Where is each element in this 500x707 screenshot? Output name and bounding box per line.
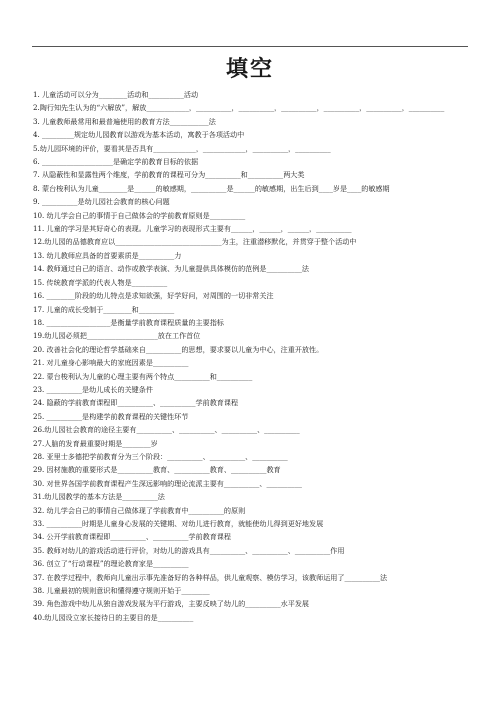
question-24: 24. 隐蔽的学前教育课程即__________、__________学前教育课程	[33, 398, 239, 408]
question-10: 10. 幼儿学会自己的事情于自己做体会的学前教育原则是__________	[33, 210, 246, 220]
question-28: 28. 亚里士多德把学前教育分为三个阶段：__________、__________、__________	[33, 451, 288, 461]
question-15: 15. 传统教育学派的代表人物是__________	[33, 277, 168, 287]
question-18: 18. __________________是衡量学前教育课程质量的主要指标	[33, 317, 224, 327]
question-list	[33, 88, 472, 624]
question-32: 32. 幼儿学会自己的事情自己做体现了学前教育中__________的原则	[33, 505, 246, 515]
page-title: 填空	[225, 56, 274, 82]
question-31: 31.幼儿园教学的基本方法是__________法	[33, 492, 165, 502]
question-20: 20. 改善社会化的理论哲学基础来自__________的思想，要求要以儿童为中心，注重开放性。	[33, 344, 324, 354]
question-39: 39. 角色游戏中幼儿从独自游戏发展为平行游戏，主要反映了幼儿的__________水平发展	[33, 599, 310, 609]
question-33: 33. __________时期是儿童身心发展的关键期、对幼儿进行教育，就能使幼儿得到更好地发展	[33, 519, 324, 528]
question-34: 34. 公开学前教育课程即__________、__________学前教育课程	[33, 532, 231, 542]
question-13: 13. 幼儿教师应具备的首要素质是__________力	[33, 250, 182, 260]
question-30: 30. 对世界各国学前教育课程产生深远影响的理论流派主要有__________、__________	[33, 478, 302, 488]
question-6: 6. ____________________是确定学前教育目标的依据	[33, 157, 199, 167]
question-3: 3. 儿童教师最常用和最普遍使用的教育方法___________法	[33, 116, 216, 126]
question-12: 12.幼儿园的品德教育应以______________________________为主，注重潜移默化，并贯穿于整个活动中	[33, 237, 357, 247]
question-37: 37. 在教学过程中，教师向儿童出示事先准备好的各种样品，供儿童观察、模仿学习，该教师运用了__________法	[33, 572, 388, 582]
question-11: 11. 儿童的学习是其好奇心的表现。儿童学习的表现形式主要有______，______，______，__________	[33, 224, 352, 234]
question-22: 22. 蒙台梭利认为儿童的心理主要有两个特点__________和__________	[33, 371, 253, 381]
question-38: 38. 儿童最初的规则意识和懂得遵守规则开始于________	[33, 586, 210, 596]
question-19: 19.幼儿园必须把____________________放在工作首位	[33, 331, 201, 341]
question-25: 25. __________是构建学前教育课程的关键性环节	[33, 411, 189, 421]
question-35: 35. 教师对幼儿的游戏活动进行评价，对幼儿的游戏具有__________、__________、__________作用	[33, 545, 345, 555]
question-29: 29. 因材施教的重要形式是__________教育、__________教育、__________教育	[33, 465, 281, 475]
question-27: 27.人脑的发育最重要时期是________岁	[33, 438, 158, 448]
question-36: 36. 创立了“行动课程”的理论教育家是__________	[33, 559, 189, 569]
question-16: 16. ________阶段的幼儿特点是求知欲强，好学好问，对周围的一切非常关注	[33, 291, 274, 301]
question-4: 4. _________规定幼儿园教育以游戏为基本活动，寓教于各项活动中	[33, 130, 245, 140]
question-26: 26.幼儿园社会教育的途径主要有__________、__________、__________、__________	[33, 425, 300, 435]
question-8: 8. 蒙台梭利认为儿童________是______的敏感期，__________是______的敏感期，出生后到____岁是____的敏感期	[33, 183, 390, 193]
question-17: 17. 儿童的成长受制于________和__________	[33, 304, 175, 314]
question-23: 23. __________是幼儿成长的关键条件	[33, 384, 153, 394]
question-40: 40.幼儿园设立家长接待日的主要目的是__________	[33, 612, 194, 622]
question-9: 9. __________是幼儿园社会教育的核心问题	[33, 197, 170, 207]
question-5: 5.幼儿园环境的评价，要看其是否具有____________，____________，__________，__________	[33, 143, 331, 153]
question-14: 14. 教师通过自己的语言、动作或教学表演、为儿童提供具体模仿的范例是__________法	[33, 264, 310, 274]
top-rule	[32, 46, 468, 47]
question-2: 2.陶行知先生认为的“六解放”，解放____________，__________，__________，__________，__________，__________，__________	[33, 103, 445, 113]
question-1: 1. 儿童活动可以分为________活动和__________活动	[33, 90, 199, 99]
question-7: 7. 从隐蔽性和显露性两个维度，学前教育的课程可分为__________和__________两大类	[33, 170, 305, 180]
question-21: 21. 对儿童身心影响最大的家庭因素是__________	[33, 358, 189, 368]
